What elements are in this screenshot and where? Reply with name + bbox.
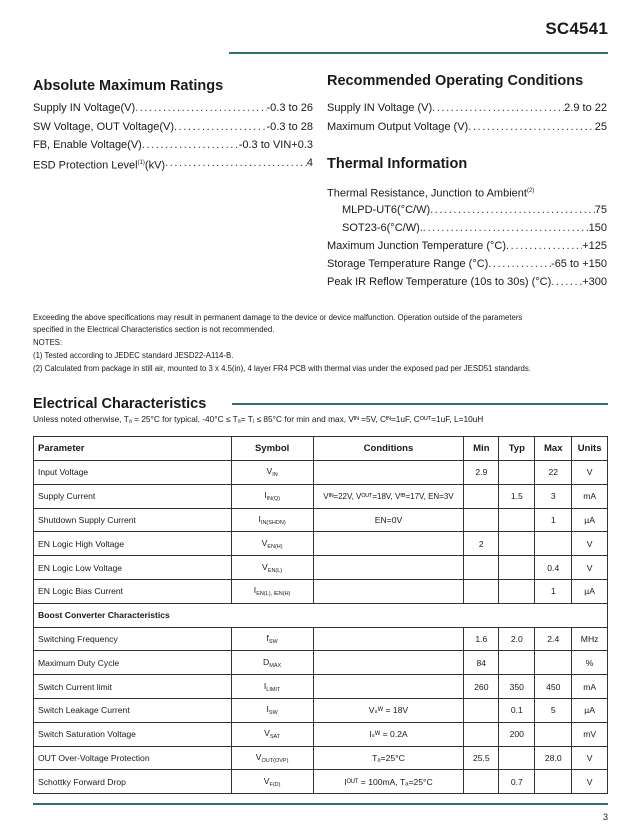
min-cell: 2 [464,532,499,556]
section-label: Boost Converter Characteristics [34,603,608,627]
conditions-cell [313,675,464,699]
notes-line: Exceeding the above specifications may result in permanent damage to the device or device malfunction. Operation outside of the parameters [33,313,523,322]
thermal-value: 75 [594,204,607,216]
symbol-cell: $f_{SW}$ [231,627,313,651]
amr-label: ESD Protection Level$^{(1)}$(kV) [33,159,166,172]
col-header: Max [535,437,572,461]
min-cell: 1.6 [464,627,499,651]
col-header: Parameter [34,437,232,461]
min-cell: 260 [464,675,499,699]
recommended-title: Recommended Operating Conditions [327,73,584,89]
unit-cell: V [572,556,608,580]
table-row [34,484,608,508]
symbol-cell: $V_{IN}$ [231,461,313,485]
typ-cell [499,579,535,603]
conditions-cell: Iₛᵂ = 0.2A [313,722,464,746]
unit-cell: µA [572,579,608,603]
symbol-cell: $I_{IN(SHDN)}$ [231,508,313,532]
thermal-value: +300 [582,276,607,288]
electrical-table [33,436,608,794]
table-row [34,651,608,675]
thermal-row [327,257,607,271]
conditions-cell: Vₛᵂ = 18V [313,698,464,722]
thermal-value: 150 [588,222,607,234]
typ-cell: 350 [499,675,535,699]
electrical-title: Electrical Characteristics [33,396,207,412]
param-cell: EN Logic Bias Current [34,579,232,603]
header-rule [229,52,608,54]
thermal-label: Maximum Junction Temperature (°C) [327,240,507,252]
max-cell: 450 [535,675,572,699]
typ-cell: 0.7 [499,770,535,794]
unit-cell: % [572,651,608,675]
unit-cell: µA [572,698,608,722]
thermal-label: Peak IR Reflow Temperature (10s to 30s) (°C) [327,276,552,288]
conditions-cell [313,532,464,556]
unit-cell: V [572,746,608,770]
roc-label: Maximum Output Voltage (V) [327,121,469,133]
footer-rule [33,803,608,805]
max-cell: 0.4 [535,556,572,580]
thermal-value: -65 to +150 [551,258,607,270]
note-1: (1) Tested according to JEDEC standard JESD22-A114-B. [33,350,234,360]
amr-row [33,138,313,152]
thermal-sub-row [342,203,607,217]
symbol-cell: $I_{EN(L), IEN(H)}$ [231,579,313,603]
param-cell: Switch Current limit [34,675,232,699]
amr-label: FB, Enable Voltage(V) [33,139,142,151]
max-cell: 22 [535,461,572,485]
unit-cell: µA [572,508,608,532]
min-cell [464,508,499,532]
symbol-cell: $V_{EN(L)}$ [231,556,313,580]
symbol-cell: $V_{SAT}$ [231,722,313,746]
max-cell: 1 [535,508,572,532]
max-cell: 3 [535,484,572,508]
typ-cell [499,461,535,485]
table-row [34,556,608,580]
table-row [34,461,608,485]
typ-cell [499,508,535,532]
typ-cell [499,532,535,556]
amr-row [33,101,313,115]
notes-label: NOTES: [33,337,63,347]
symbol-cell: $I_{LIMIT}$ [231,675,313,699]
table-row [34,675,608,699]
table-row [34,579,608,603]
thermal-sub-row [342,221,607,235]
page-number: 3 [602,812,608,822]
min-cell [464,722,499,746]
symbol-cell: $I_{IN(Q)}$ [231,484,313,508]
max-cell: 2.4 [535,627,572,651]
absolute-max-title: Absolute Maximum Ratings [33,78,224,94]
min-cell [464,579,499,603]
unit-cell: V [572,770,608,794]
unit-cell: mV [572,722,608,746]
param-cell: Maximum Duty Cycle [34,651,232,675]
amr-value: 4 [306,157,313,169]
symbol-cell: $V_{EN(H)}$ [231,532,313,556]
thermal-title: Thermal Information [327,156,468,172]
min-cell: 25.5 [464,746,499,770]
table-row [34,698,608,722]
amr-value: -0.3 to 28 [266,121,313,133]
max-cell [535,532,572,556]
part-number: SC4541 [545,19,608,38]
conditions-cell: EN=0V [313,508,464,532]
param-cell: EN Logic High Voltage [34,532,232,556]
col-header: Min [464,437,499,461]
amr-value: -0.3 to 26 [266,102,313,114]
roc-label: Supply IN Voltage (V) [327,102,433,114]
amr-row [33,156,313,170]
thermal-heading: Thermal Resistance, Junction to Ambient$^{(2)}$ [327,187,535,200]
param-cell: Input Voltage [34,461,232,485]
roc-row [327,120,607,134]
min-cell: 2.9 [464,461,499,485]
conditions-cell [313,627,464,651]
thermal-value: +125 [582,240,607,252]
unit-cell: V [572,532,608,556]
table-row [34,532,608,556]
param-cell: Switch Leakage Current [34,698,232,722]
col-header: Conditions [313,437,464,461]
param-cell: OUT Over-Voltage Protection [34,746,232,770]
col-header: Typ [499,437,535,461]
table-row [34,508,608,532]
conditions-cell: Iᴼᵁᵀ = 100mA, Tₐ=25°C [313,770,464,794]
typ-cell: 1.5 [499,484,535,508]
thermal-label: Storage Temperature Range (°C) [327,258,489,270]
unit-cell: MHz [572,627,608,651]
amr-label: SW Voltage, OUT Voltage(V) [33,121,175,133]
amr-value: -0.3 to VIN+0.3 [238,139,313,151]
electrical-conditions: Unless noted otherwise, Tₐ = 25°C for typical, -40°C ≤ Tₐ= Tⱼ ≤ 85°C for min and max, Vᴵᴺ =5V, Cᴵᴺ=1uF, Cᴼᵁᵀ=1uF, L=10uH [33,414,484,424]
roc-value: 25 [594,121,607,133]
min-cell [464,556,499,580]
roc-row [327,101,607,115]
param-cell: Switch Saturation Voltage [34,722,232,746]
max-cell: 28.0 [535,746,572,770]
symbol-cell: $V_{OUT(OVP)}$ [231,746,313,770]
unit-cell: mA [572,675,608,699]
param-cell: Shutdown Supply Current [34,508,232,532]
param-cell: Supply Current [34,484,232,508]
max-cell [535,651,572,675]
table-header-row [34,437,608,461]
typ-cell [499,556,535,580]
table-row [34,722,608,746]
min-cell [464,484,499,508]
notes-line: specified in the Electrical Characteristics section is not recommended. [33,325,275,335]
note-2: (2) Calculated from package in still air, mounted to 3 x 4.5(in), 4 layer FR4 PCB with thermal vias under the exposed pad per JESD51 standards. [33,364,531,374]
param-cell: EN Logic Low Voltage [34,556,232,580]
conditions-cell: Vᴵᴺ=22V, Vᴼᵁᵀ=18V, Vᶠᴮ=17V, EN=3V [313,484,464,508]
max-cell [535,722,572,746]
section-row [34,603,608,627]
typ-cell [499,651,535,675]
typ-cell: 2.0 [499,627,535,651]
conditions-cell [313,461,464,485]
amr-label: Supply IN Voltage(V) [33,102,136,114]
unit-cell: mA [572,484,608,508]
max-cell [535,770,572,794]
thermal-label: SOT23-6(°C/W). [342,222,423,234]
param-cell: Switching Frequency [34,627,232,651]
conditions-cell: Tₐ=25°C [313,746,464,770]
table-row [34,746,608,770]
max-cell: 5 [535,698,572,722]
min-cell [464,698,499,722]
notes [33,312,613,375]
symbol-cell: $I_{SW}$ [231,698,313,722]
thermal-row [327,275,607,289]
thermal-row [327,239,607,253]
col-header: Symbol [231,437,313,461]
typ-cell: 200 [499,722,535,746]
param-cell: Schottky Forward Drop [34,770,232,794]
symbol-cell: $V_{F(D)}$ [231,770,313,794]
min-cell: 84 [464,651,499,675]
unit-cell: V [572,461,608,485]
typ-cell [499,746,535,770]
thermal-label: MLPD-UT6(°C/W) [342,204,431,216]
table-row [34,627,608,651]
typ-cell: 0.1 [499,698,535,722]
col-header: Units [572,437,608,461]
amr-row [33,120,313,134]
symbol-cell: $D_{MAX}$ [231,651,313,675]
roc-value: 2.9 to 22 [564,102,607,114]
table-row [34,770,608,794]
conditions-cell [313,556,464,580]
electrical-rule [232,403,608,405]
max-cell: 1 [535,579,572,603]
conditions-cell [313,651,464,675]
conditions-cell [313,579,464,603]
min-cell [464,770,499,794]
